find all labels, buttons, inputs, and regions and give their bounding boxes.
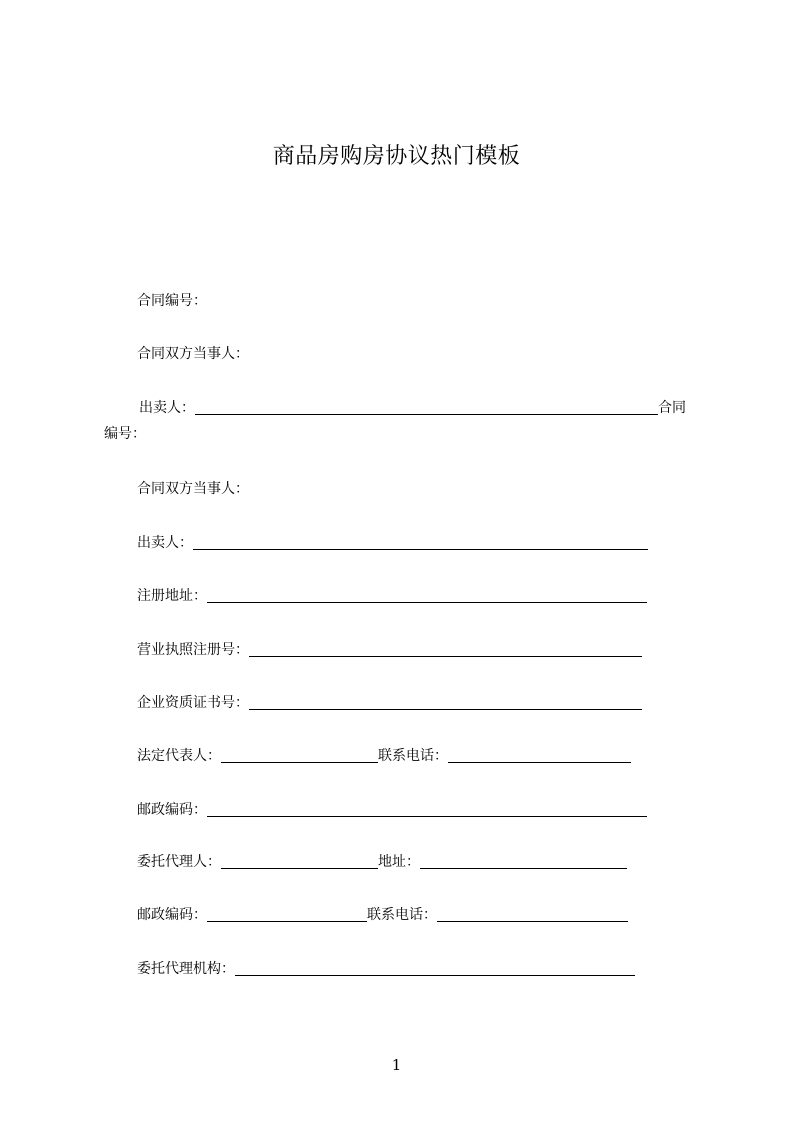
address-line	[137, 586, 647, 606]
postcode-label-1: 邮政编码：	[137, 802, 207, 818]
seller-blank-2[interactable]	[193, 535, 648, 550]
seller-line-2	[137, 533, 648, 553]
legal-rep-label: 法定代表人：	[137, 748, 221, 764]
document-title: 商品房购房协议热门模板	[272, 144, 521, 169]
qualification-line	[137, 693, 642, 713]
page-number: 1	[391, 1056, 402, 1074]
license-label: 营业执照注册号：	[137, 642, 249, 658]
agent-address-label: 地址：	[378, 854, 420, 870]
agent-blank[interactable]	[221, 854, 378, 869]
parties-label-1: 合同双方当事人：	[137, 346, 249, 362]
seller-blank-1[interactable]	[195, 400, 658, 415]
license-line	[137, 640, 642, 660]
phone-label-2: 联系电话：	[367, 907, 437, 923]
agent-address-blank[interactable]	[420, 854, 627, 869]
agency-blank[interactable]	[235, 961, 635, 976]
qualification-blank[interactable]	[249, 695, 642, 710]
seller-line-1	[139, 398, 686, 418]
parties-line-2	[137, 479, 249, 499]
address-label: 注册地址：	[137, 588, 207, 604]
phone-label-1: 联系电话：	[378, 748, 448, 764]
postcode-line-2	[137, 905, 628, 925]
license-blank[interactable]	[249, 642, 642, 657]
parties-line-1	[137, 344, 249, 364]
postcode-line-1	[137, 800, 647, 820]
legal-rep-blank[interactable]	[221, 748, 378, 763]
contract-number-line	[137, 291, 207, 311]
parties-label-2: 合同双方当事人：	[137, 481, 249, 497]
agency-label: 委托代理机构：	[137, 961, 235, 977]
seller-label-1: 出卖人：	[139, 400, 195, 416]
legal-rep-line	[137, 746, 631, 766]
agent-line	[137, 852, 627, 872]
postcode-blank-1[interactable]	[207, 802, 647, 817]
phone-blank-2[interactable]	[437, 907, 628, 922]
postcode-blank-2[interactable]	[207, 907, 367, 922]
contract-number-label: 合同编号：	[137, 293, 207, 309]
seller-line-1-tail: 合同	[658, 400, 686, 416]
postcode-label-2: 邮政编码：	[137, 907, 207, 923]
seller-line-1-wrap: 编号：	[104, 426, 146, 442]
seller-label-2: 出卖人：	[137, 535, 193, 551]
agent-label: 委托代理人：	[137, 854, 221, 870]
qualification-label: 企业资质证书号：	[137, 695, 249, 711]
address-blank[interactable]	[207, 588, 647, 603]
agency-line	[137, 959, 635, 979]
phone-blank-1[interactable]	[448, 748, 631, 763]
